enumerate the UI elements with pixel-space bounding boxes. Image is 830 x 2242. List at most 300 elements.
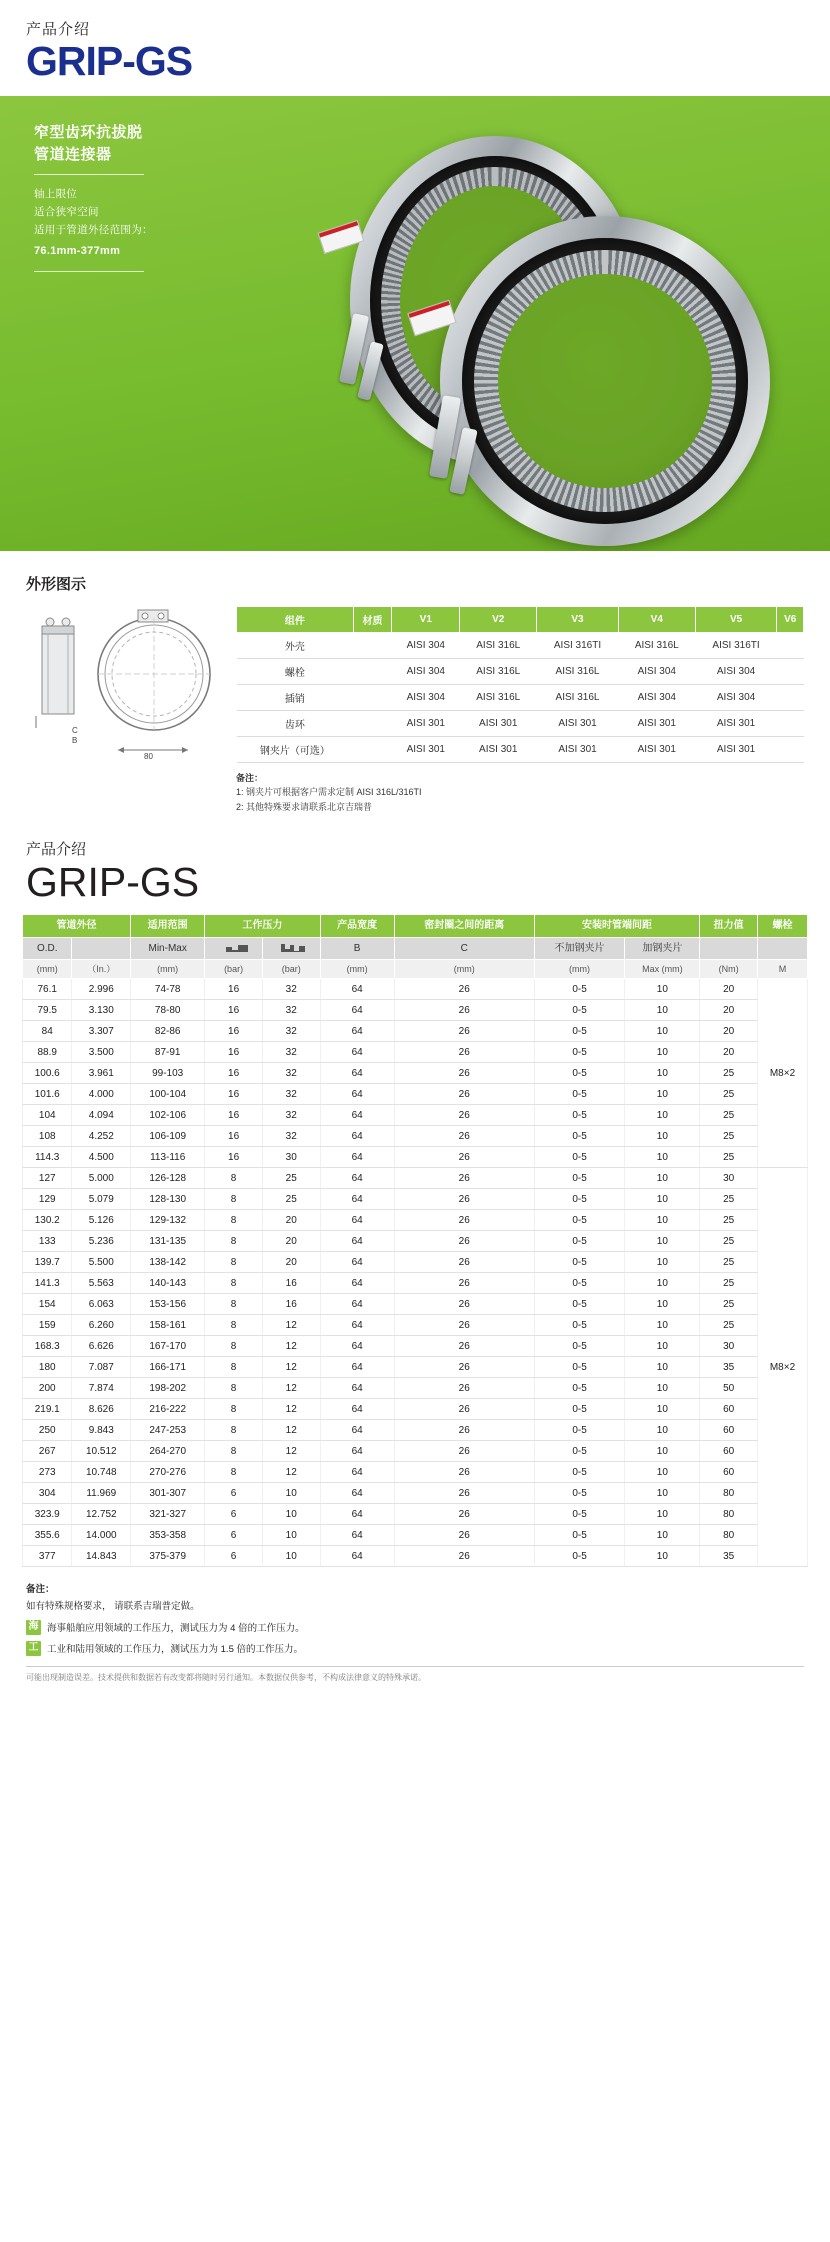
material-row-1-spacer: [353, 659, 391, 685]
spec-cell-3-7: 0-5: [534, 1042, 625, 1063]
spec-cell-7-7: 0-5: [534, 1126, 625, 1147]
spec-cell-7-2: 106-109: [131, 1126, 205, 1147]
spec-cell-16-0: 159: [23, 1315, 72, 1336]
spec-cell-22-6: 26: [394, 1441, 534, 1462]
table-row: [23, 1273, 808, 1294]
material-th-7: V6: [777, 607, 804, 633]
spec-cell-1-7: 0-5: [534, 1000, 625, 1021]
spec-cell-6-9: 25: [700, 1105, 758, 1126]
spec-cell-2-0: 84: [23, 1021, 72, 1042]
material-row-0-v5: AISI 316TI: [695, 633, 777, 659]
spec-sub-header-row: [23, 937, 808, 960]
spec-cell-18-6: 26: [394, 1357, 534, 1378]
spec-cell-13-3: 8: [205, 1252, 263, 1273]
spec-cell-27-7: 0-5: [534, 1546, 625, 1567]
spec-cell-21-4: 12: [262, 1420, 320, 1441]
spec-cell-26-7: 0-5: [534, 1525, 625, 1546]
hero-feature-0: 轴上限位: [34, 187, 78, 200]
spec-cell-4-8: 10: [625, 1063, 700, 1084]
spec-unit-10: M: [757, 960, 807, 979]
spec-cell-18-5: 64: [320, 1357, 394, 1378]
material-row-0-v3: AISI 316TI: [537, 633, 619, 659]
spec-cell-14-8: 10: [625, 1273, 700, 1294]
spec-cell-0-5: 64: [320, 979, 394, 1000]
table-row: [23, 1315, 808, 1336]
hero-range: 76.1mm-377mm: [34, 244, 121, 257]
spec-cell-7-4: 32: [262, 1126, 320, 1147]
spec-cell-2-3: 16: [205, 1021, 263, 1042]
spec-cell-13-7: 0-5: [534, 1252, 625, 1273]
table-row: [23, 1525, 808, 1546]
spec-cell-2-7: 0-5: [534, 1021, 625, 1042]
material-table-header-row: [237, 607, 804, 633]
spec-cell-21-5: 64: [320, 1420, 394, 1441]
spec-cell-26-0: 355.6: [23, 1525, 72, 1546]
material-th-3: V2: [460, 607, 537, 633]
spec-cell-22-9: 60: [700, 1441, 758, 1462]
spec-cell-14-7: 0-5: [534, 1273, 625, 1294]
spec-cell-15-7: 0-5: [534, 1294, 625, 1315]
spec-cell-3-5: 64: [320, 1042, 394, 1063]
spec-cell-3-0: 88.9: [23, 1042, 72, 1063]
spec-cell-15-8: 10: [625, 1294, 700, 1315]
material-row-4-v2: AISI 301: [460, 737, 537, 763]
shape-section: [0, 551, 830, 824]
spec-unit-7: (mm): [534, 960, 625, 979]
spec-cell-8-7: 0-5: [534, 1147, 625, 1168]
page-title: GRIP-GS: [26, 38, 193, 84]
drawing-label-b: B: [72, 736, 78, 745]
spec-unit-header-row: [23, 960, 808, 979]
spec-cell-4-2: 99-103: [131, 1063, 205, 1084]
spec-cell-27-3: 6: [205, 1546, 263, 1567]
spec-cell-14-1: 5.563: [72, 1273, 131, 1294]
spec-cell-18-8: 10: [625, 1357, 700, 1378]
table-row: [23, 1378, 808, 1399]
spec-cell-6-0: 104: [23, 1105, 72, 1126]
spec-cell-2-9: 20: [700, 1021, 758, 1042]
spec-cell-17-4: 12: [262, 1336, 320, 1357]
spec-cell-12-5: 64: [320, 1231, 394, 1252]
material-row-0-spacer: [353, 633, 391, 659]
table-row: [23, 1420, 808, 1441]
table-row: [23, 1126, 808, 1147]
spec-sub-minmax: Min-Max: [131, 937, 205, 960]
spec-cell-3-3: 16: [205, 1042, 263, 1063]
spec-cell-13-6: 26: [394, 1252, 534, 1273]
spec-cell-12-4: 20: [262, 1231, 320, 1252]
spec-cell-12-6: 26: [394, 1231, 534, 1252]
spec-cell-12-1: 5.236: [72, 1231, 131, 1252]
table-row: [23, 1504, 808, 1525]
spec-cell-21-8: 10: [625, 1420, 700, 1441]
material-row-4-spacer: [353, 737, 391, 763]
spec-cell-4-6: 26: [394, 1063, 534, 1084]
spec-cell-23-2: 270-276: [131, 1462, 205, 1483]
table-row: [23, 1084, 808, 1105]
spec-unit-3: (bar): [205, 960, 263, 979]
spec-group-range: 适用范围: [131, 915, 205, 938]
spec-cell-16-1: 6.260: [72, 1315, 131, 1336]
spec-cell-3-2: 87-91: [131, 1042, 205, 1063]
spec-cell-19-4: 12: [262, 1378, 320, 1399]
spec-cell-4-4: 32: [262, 1063, 320, 1084]
table-row: [23, 1336, 808, 1357]
material-row-3-v6: [777, 711, 804, 737]
spec-cell-7-0: 108: [23, 1126, 72, 1147]
spec-cell-15-3: 8: [205, 1294, 263, 1315]
spec-cell-18-4: 12: [262, 1357, 320, 1378]
spec-cell-5-0: 101.6: [23, 1084, 72, 1105]
spec-cell-26-8: 10: [625, 1525, 700, 1546]
material-row-2-v2: AISI 316L: [460, 685, 537, 711]
spec-sub-od: O.D.: [23, 937, 72, 960]
spec-cell-20-6: 26: [394, 1399, 534, 1420]
spec-cell-16-3: 8: [205, 1315, 263, 1336]
spec-sub-bolt: [757, 937, 807, 960]
material-row-2-spacer: [353, 685, 391, 711]
hero-divider-2: [34, 271, 144, 272]
spec-cell-14-0: 141.3: [23, 1273, 72, 1294]
material-row-2-v5: AISI 304: [695, 685, 777, 711]
spec-cell-22-3: 8: [205, 1441, 263, 1462]
spec-cell-27-6: 26: [394, 1546, 534, 1567]
table-row: [23, 1294, 808, 1315]
spec-cell-23-8: 10: [625, 1462, 700, 1483]
spec-cell-20-9: 60: [700, 1399, 758, 1420]
spec-cell-17-9: 30: [700, 1336, 758, 1357]
spec-cell-13-5: 64: [320, 1252, 394, 1273]
spec-cell-1-8: 10: [625, 1000, 700, 1021]
spec-cell-21-0: 250: [23, 1420, 72, 1441]
spec-cell-26-3: 6: [205, 1525, 263, 1546]
table-row: [23, 1021, 808, 1042]
material-row-3-spacer: [353, 711, 391, 737]
spec-cell-11-3: 8: [205, 1210, 263, 1231]
page-header: [0, 0, 830, 86]
spec-cell-0-8: 10: [625, 979, 700, 1000]
spec-cell-0-3: 16: [205, 979, 263, 1000]
spec-cell-10-9: 25: [700, 1189, 758, 1210]
material-row-3-v5: AISI 301: [695, 711, 777, 737]
spec-cell-4-0: 100.6: [23, 1063, 72, 1084]
spec-cell-6-1: 4.094: [72, 1105, 131, 1126]
spec-cell-18-9: 35: [700, 1357, 758, 1378]
spec-unit-4: (bar): [262, 960, 320, 979]
spec-cell-8-9: 25: [700, 1147, 758, 1168]
spec-cell-23-0: 273: [23, 1462, 72, 1483]
page-kicker: 产品介绍: [26, 21, 91, 38]
drawing-front-view: [88, 608, 218, 748]
material-row-2-v3: AISI 316L: [537, 685, 619, 711]
table-row: [23, 1357, 808, 1378]
spec-cell-25-5: 64: [320, 1504, 394, 1525]
spec-cell-8-5: 64: [320, 1147, 394, 1168]
spec-cell-16-9: 25: [700, 1315, 758, 1336]
spec-unit-0: (mm): [23, 960, 72, 979]
spec-cell-2-5: 64: [320, 1021, 394, 1042]
spec-cell-17-5: 64: [320, 1336, 394, 1357]
table-row: [23, 979, 808, 1000]
spec-cell-17-7: 0-5: [534, 1336, 625, 1357]
spec-cell-12-2: 131-135: [131, 1231, 205, 1252]
clamp-front-core: [498, 274, 712, 488]
spec-cell-1-1: 3.130: [72, 1000, 131, 1021]
spec-cell-0-4: 32: [262, 979, 320, 1000]
spec-cell-1-5: 64: [320, 1000, 394, 1021]
spec-cell-5-4: 32: [262, 1084, 320, 1105]
spec-cell-24-9: 80: [700, 1483, 758, 1504]
material-row-1-v6: [777, 659, 804, 685]
spec-cell-24-0: 304: [23, 1483, 72, 1504]
spec-cell-1-0: 79.5: [23, 1000, 72, 1021]
material-table: [236, 606, 804, 763]
spec-cell-5-7: 0-5: [534, 1084, 625, 1105]
spec-cell-4-5: 64: [320, 1063, 394, 1084]
spec-cell-25-4: 10: [262, 1504, 320, 1525]
spec-cell-5-9: 25: [700, 1084, 758, 1105]
spec-cell-19-7: 0-5: [534, 1378, 625, 1399]
spec-sub-spacer: [72, 937, 131, 960]
material-row-2-v6: [777, 685, 804, 711]
spec-cell-7-3: 16: [205, 1126, 263, 1147]
spec-cell-5-8: 10: [625, 1084, 700, 1105]
material-row-0-v6: [777, 633, 804, 659]
spec-cell-15-6: 26: [394, 1294, 534, 1315]
spec-cell-1-6: 26: [394, 1000, 534, 1021]
spec-cell-3-1: 3.500: [72, 1042, 131, 1063]
material-row-2-v4: AISI 304: [618, 685, 695, 711]
spec-cell-19-5: 64: [320, 1378, 394, 1399]
spec-cell-13-8: 10: [625, 1252, 700, 1273]
spec-group-header-row: [23, 915, 808, 938]
hero-text-block: [34, 122, 294, 272]
product-photo: [260, 106, 820, 546]
spec-cell-16-6: 26: [394, 1315, 534, 1336]
spec-cell-14-4: 16: [262, 1273, 320, 1294]
spec-group-end-gap: 安装时管端间距: [534, 915, 700, 938]
spec-cell-2-8: 10: [625, 1021, 700, 1042]
spec-cell-20-2: 216-222: [131, 1399, 205, 1420]
spec-cell-3-8: 10: [625, 1042, 700, 1063]
spec-cell-25-2: 321-327: [131, 1504, 205, 1525]
spec-unit-1: （In.）: [72, 960, 131, 979]
spec-cell-7-1: 4.252: [72, 1126, 131, 1147]
spec-cell-9-1: 5.000: [72, 1168, 131, 1189]
hero-feature-1: 适合狭窄空间: [34, 205, 99, 218]
spec-cell-26-1: 14.000: [72, 1525, 131, 1546]
table-row: [237, 737, 804, 763]
spec-cell-25-8: 10: [625, 1504, 700, 1525]
spec-sub-no-clip: 不加钢夹片: [534, 937, 625, 960]
spec-group-bolt: 螺栓: [757, 915, 807, 938]
spec-cell-1-9: 20: [700, 1000, 758, 1021]
spec-cell-11-8: 10: [625, 1210, 700, 1231]
spec-cell-11-7: 0-5: [534, 1210, 625, 1231]
spec-bolt-group-0: M8×2: [757, 979, 807, 1168]
spec-cell-0-7: 0-5: [534, 979, 625, 1000]
page-title-2: GRIP-GS: [26, 859, 200, 906]
spec-cell-3-4: 32: [262, 1042, 320, 1063]
industrial-badge-icon: 工: [26, 1641, 41, 1656]
spec-cell-20-4: 12: [262, 1399, 320, 1420]
spec-cell-12-8: 10: [625, 1231, 700, 1252]
spec-cell-14-3: 8: [205, 1273, 263, 1294]
spec-cell-4-1: 3.961: [72, 1063, 131, 1084]
spec-cell-4-7: 0-5: [534, 1063, 625, 1084]
footer-badge-text-1: 工业和陆用领域的工作压力，测试压力为 1.5 倍的工作压力。: [47, 1643, 303, 1655]
spec-cell-23-1: 10.748: [72, 1462, 131, 1483]
spec-cell-12-3: 8: [205, 1231, 263, 1252]
spec-cell-27-9: 35: [700, 1546, 758, 1567]
spec-cell-16-2: 158-161: [131, 1315, 205, 1336]
spec-cell-9-3: 8: [205, 1168, 263, 1189]
spec-table: [22, 914, 808, 1567]
technical-drawing: [26, 606, 226, 786]
hero-title-line2: 管道连接器: [34, 145, 112, 163]
table-row: [23, 1189, 808, 1210]
table-row: [23, 1147, 808, 1168]
page-header-2: [0, 824, 830, 908]
spec-cell-10-6: 26: [394, 1189, 534, 1210]
footer-badge-text-0: 海事船舶应用领域的工作压力，测试压力为 4 倍的工作压力。: [47, 1622, 305, 1634]
spec-cell-24-7: 0-5: [534, 1483, 625, 1504]
drawing-dimension-line: [114, 742, 194, 762]
spec-cell-17-2: 167-170: [131, 1336, 205, 1357]
spec-cell-14-5: 64: [320, 1273, 394, 1294]
table-row: [23, 1252, 808, 1273]
spec-cell-19-2: 198-202: [131, 1378, 205, 1399]
spec-cell-10-1: 5.079: [72, 1189, 131, 1210]
spec-cell-8-6: 26: [394, 1147, 534, 1168]
spec-cell-23-7: 0-5: [534, 1462, 625, 1483]
spec-cell-15-1: 6.063: [72, 1294, 131, 1315]
spec-cell-14-2: 140-143: [131, 1273, 205, 1294]
spec-unit-9: (Nm): [700, 960, 758, 979]
table-row: [23, 1000, 808, 1021]
spec-sub-b: B: [320, 937, 394, 960]
hero-title-line1: 窄型齿环抗拔脱: [34, 124, 143, 141]
spec-cell-16-8: 10: [625, 1315, 700, 1336]
spec-cell-14-6: 26: [394, 1273, 534, 1294]
spec-cell-19-9: 50: [700, 1378, 758, 1399]
spec-cell-6-5: 64: [320, 1105, 394, 1126]
hero-divider: [34, 174, 144, 175]
spec-unit-5: (mm): [320, 960, 394, 979]
spec-cell-19-1: 7.874: [72, 1378, 131, 1399]
spec-cell-19-6: 26: [394, 1378, 534, 1399]
material-note-1: 2: 其他特殊要求请联系北京吉瑞普: [236, 801, 373, 812]
spec-cell-20-5: 64: [320, 1399, 394, 1420]
table-row: [23, 1231, 808, 1252]
spec-cell-7-5: 64: [320, 1126, 394, 1147]
spec-cell-27-8: 10: [625, 1546, 700, 1567]
spec-cell-2-4: 32: [262, 1021, 320, 1042]
spec-cell-13-4: 20: [262, 1252, 320, 1273]
table-row: [23, 1462, 808, 1483]
table-row: [237, 685, 804, 711]
spec-cell-24-3: 6: [205, 1483, 263, 1504]
material-table-block: [236, 606, 804, 814]
spec-cell-2-2: 82-86: [131, 1021, 205, 1042]
spec-cell-13-2: 138-142: [131, 1252, 205, 1273]
spec-cell-9-2: 126-128: [131, 1168, 205, 1189]
spec-cell-6-3: 16: [205, 1105, 263, 1126]
spec-cell-20-0: 219.1: [23, 1399, 72, 1420]
spec-unit-6: (mm): [394, 960, 534, 979]
spec-cell-24-5: 64: [320, 1483, 394, 1504]
spec-cell-9-0: 127: [23, 1168, 72, 1189]
spec-cell-25-1: 12.752: [72, 1504, 131, 1525]
material-row-2-component: 插销: [237, 685, 354, 711]
spec-cell-19-0: 200: [23, 1378, 72, 1399]
material-row-3-v4: AISI 301: [618, 711, 695, 737]
hero-feature-2: 适用于管道外径范围为：: [34, 224, 153, 237]
spec-cell-18-0: 180: [23, 1357, 72, 1378]
material-row-4-v1: AISI 301: [392, 737, 460, 763]
spec-cell-10-8: 10: [625, 1189, 700, 1210]
spec-cell-10-5: 64: [320, 1189, 394, 1210]
spec-cell-25-7: 0-5: [534, 1504, 625, 1525]
spec-cell-8-2: 113-116: [131, 1147, 205, 1168]
spec-cell-6-2: 102-106: [131, 1105, 205, 1126]
drawing-label-width: 80: [144, 752, 153, 761]
spec-cell-11-0: 130.2: [23, 1210, 72, 1231]
spec-cell-11-6: 26: [394, 1210, 534, 1231]
spec-cell-13-0: 139.7: [23, 1252, 72, 1273]
spec-cell-21-6: 26: [394, 1420, 534, 1441]
material-th-5: V4: [618, 607, 695, 633]
spec-cell-18-7: 0-5: [534, 1357, 625, 1378]
spec-cell-27-4: 10: [262, 1546, 320, 1567]
spec-cell-23-4: 12: [262, 1462, 320, 1483]
material-row-1-v4: AISI 304: [618, 659, 695, 685]
material-row-1-component: 螺栓: [237, 659, 354, 685]
material-row-4-v3: AISI 301: [537, 737, 619, 763]
spec-cell-0-2: 74-78: [131, 979, 205, 1000]
material-th-1: 材质: [353, 607, 391, 633]
spec-cell-15-4: 16: [262, 1294, 320, 1315]
material-row-3-v1: AISI 301: [392, 711, 460, 737]
table-row: [23, 1210, 808, 1231]
footer-note-main: 如有特殊规格要求， 请联系吉瑞普定做。: [26, 1601, 200, 1613]
spec-cell-24-8: 10: [625, 1483, 700, 1504]
spec-cell-0-6: 26: [394, 979, 534, 1000]
spec-cell-13-1: 5.500: [72, 1252, 131, 1273]
pressure-icon: [205, 937, 263, 960]
table-row: [23, 1063, 808, 1084]
material-row-3-v3: AISI 301: [537, 711, 619, 737]
spec-cell-11-1: 5.126: [72, 1210, 131, 1231]
spec-cell-6-6: 26: [394, 1105, 534, 1126]
drawing-label-c: C: [72, 726, 78, 735]
material-row-0-v2: AISI 316L: [460, 633, 537, 659]
spec-cell-7-6: 26: [394, 1126, 534, 1147]
spec-cell-17-0: 168.3: [23, 1336, 72, 1357]
page-kicker-2: 产品介绍: [26, 841, 87, 859]
spec-cell-12-7: 0-5: [534, 1231, 625, 1252]
spec-cell-18-3: 8: [205, 1357, 263, 1378]
spec-cell-5-1: 4.000: [72, 1084, 131, 1105]
spec-cell-5-5: 64: [320, 1084, 394, 1105]
spec-cell-10-7: 0-5: [534, 1189, 625, 1210]
material-row-3-component: 齿环: [237, 711, 354, 737]
spec-cell-9-6: 26: [394, 1168, 534, 1189]
spec-table-body: [23, 979, 808, 1567]
spec-group-pressure: 工作压力: [205, 915, 320, 938]
spec-cell-23-9: 60: [700, 1462, 758, 1483]
material-th-4: V3: [537, 607, 619, 633]
